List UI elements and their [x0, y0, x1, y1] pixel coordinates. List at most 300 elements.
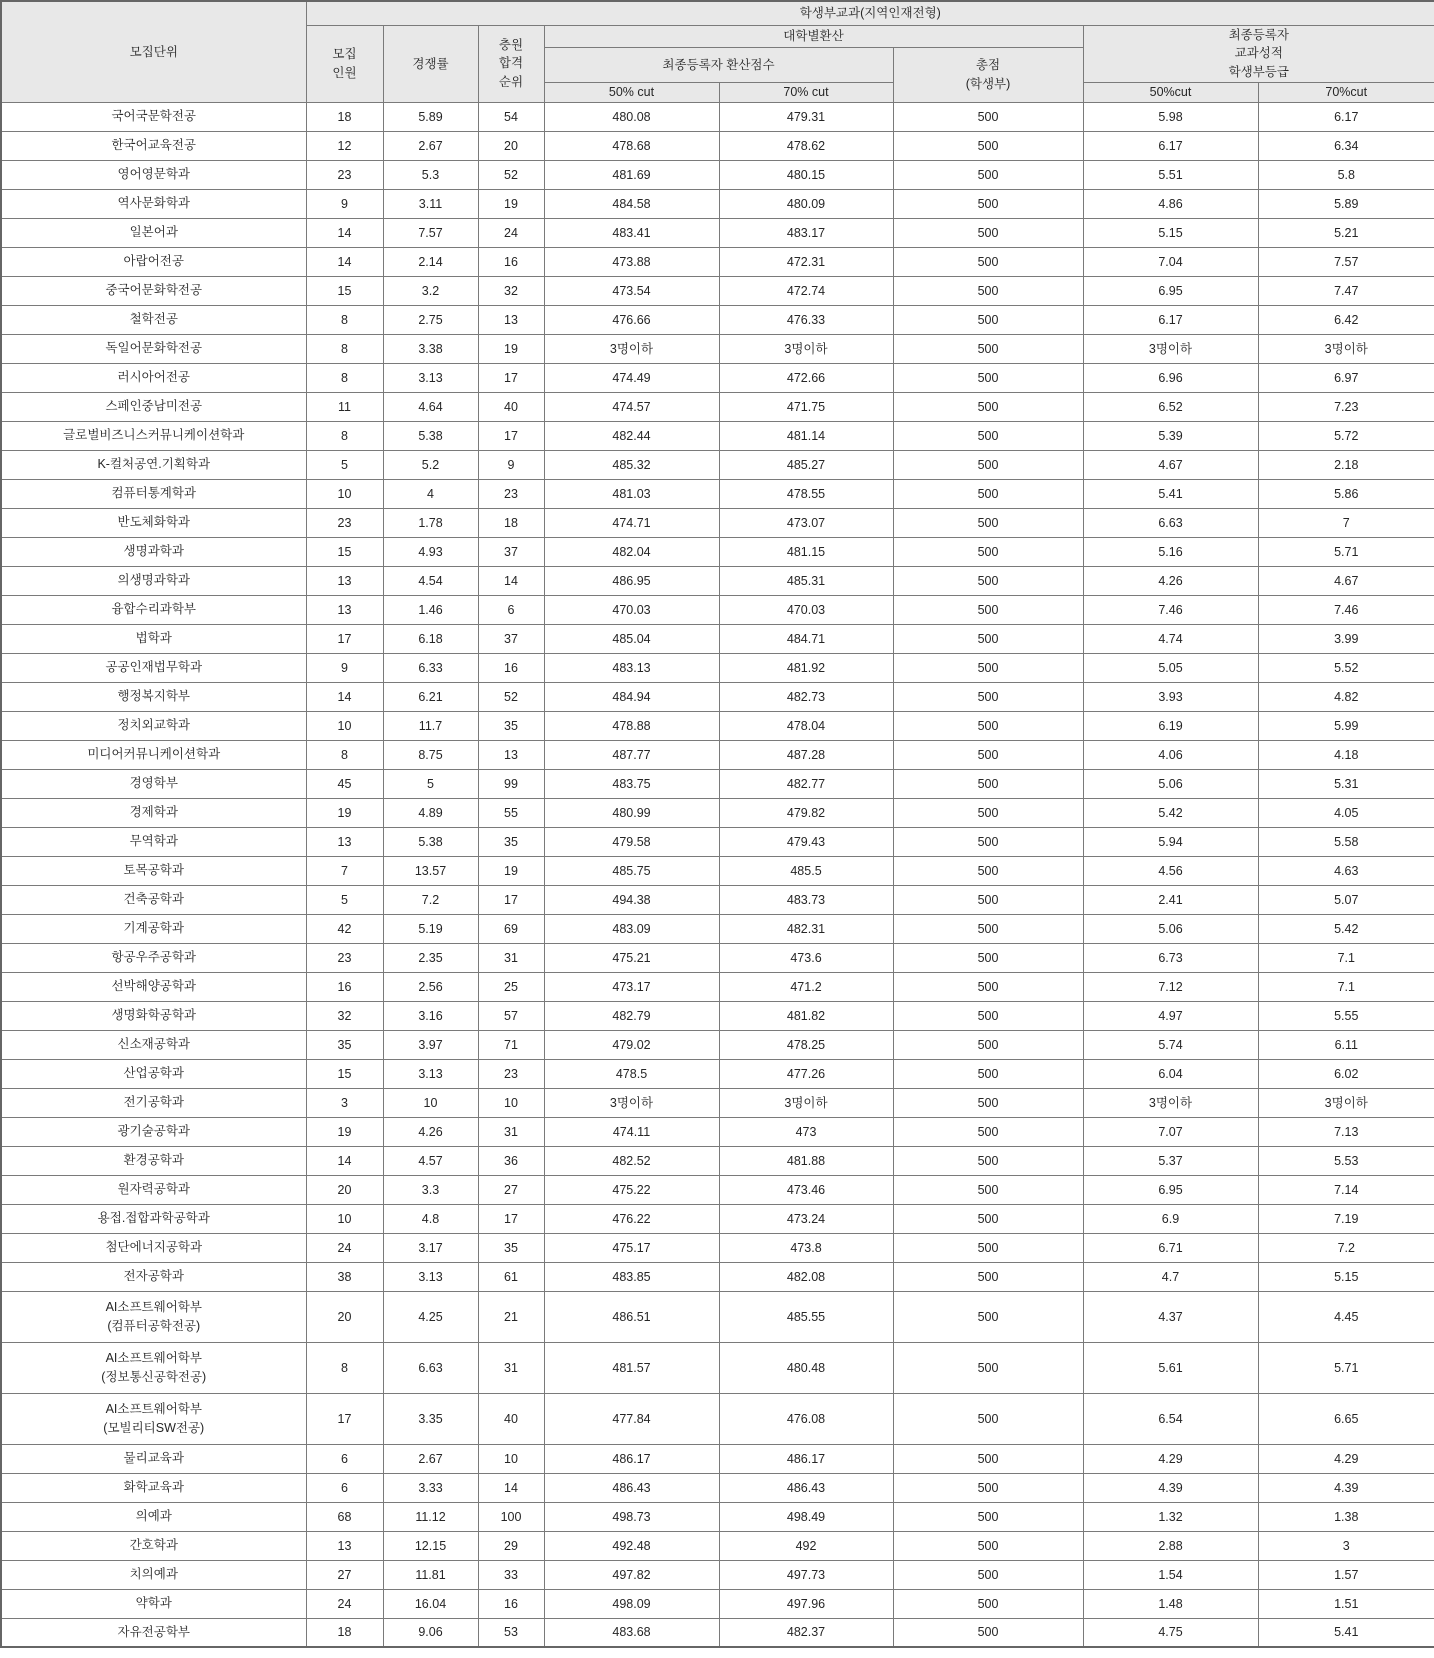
- header-score-50cut: 50% cut: [544, 82, 719, 102]
- quota-cell: 17: [306, 624, 383, 653]
- score-50cut-cell: 479.02: [544, 1030, 719, 1059]
- total-score-cell: 500: [893, 1030, 1083, 1059]
- total-score-cell: 500: [893, 247, 1083, 276]
- total-score-cell: 500: [893, 189, 1083, 218]
- score-50cut-cell: 483.09: [544, 914, 719, 943]
- quota-cell: 10: [306, 479, 383, 508]
- grade-70cut-cell: 4.29: [1258, 1444, 1434, 1473]
- score-70cut-cell: 481.14: [719, 421, 893, 450]
- score-50cut-cell: 3명이하: [544, 1088, 719, 1117]
- score-50cut-cell: 486.17: [544, 1444, 719, 1473]
- table-header: [1, 1, 1434, 102]
- score-50cut-cell: 478.68: [544, 131, 719, 160]
- total-score-cell: 500: [893, 102, 1083, 131]
- score-50cut-cell: 484.58: [544, 189, 719, 218]
- quota-cell: 24: [306, 1589, 383, 1618]
- unit-name-cell: 전자공학과: [1, 1262, 306, 1291]
- total-score-cell: 500: [893, 1233, 1083, 1262]
- waitlist-rank-cell: 13: [478, 740, 544, 769]
- score-70cut-cell: 497.96: [719, 1589, 893, 1618]
- score-70cut-cell: 472.66: [719, 363, 893, 392]
- grade-70cut-cell: 4.05: [1258, 798, 1434, 827]
- unit-name-cell: 미디어커뮤니케이션학과: [1, 740, 306, 769]
- score-70cut-cell: 482.73: [719, 682, 893, 711]
- total-score-cell: 500: [893, 218, 1083, 247]
- quota-cell: 68: [306, 1502, 383, 1531]
- grade-70cut-cell: 6.34: [1258, 131, 1434, 160]
- grade-50cut-cell: 6.54: [1083, 1393, 1258, 1444]
- unit-name-cell: 용접.접합과학공학과: [1, 1204, 306, 1233]
- grade-70cut-cell: 5.86: [1258, 479, 1434, 508]
- quota-cell: 23: [306, 508, 383, 537]
- table-row: [1, 972, 1434, 1001]
- grade-70cut-cell: 6.97: [1258, 363, 1434, 392]
- total-score-cell: 500: [893, 972, 1083, 1001]
- quota-cell: 5: [306, 885, 383, 914]
- grade-70cut-cell: 3: [1258, 1531, 1434, 1560]
- waitlist-rank-cell: 19: [478, 856, 544, 885]
- score-50cut-cell: 494.38: [544, 885, 719, 914]
- ratio-cell: 10: [383, 1088, 478, 1117]
- grade-50cut-cell: 6.17: [1083, 305, 1258, 334]
- score-70cut-cell: 482.37: [719, 1618, 893, 1647]
- ratio-cell: 4.26: [383, 1117, 478, 1146]
- waitlist-rank-cell: 36: [478, 1146, 544, 1175]
- total-score-cell: 500: [893, 305, 1083, 334]
- grade-50cut-cell: 7.12: [1083, 972, 1258, 1001]
- grade-50cut-cell: 6.95: [1083, 1175, 1258, 1204]
- grade-50cut-cell: 4.39: [1083, 1473, 1258, 1502]
- grade-70cut-cell: 4.67: [1258, 566, 1434, 595]
- table-row: [1, 1531, 1434, 1560]
- ratio-cell: 5.89: [383, 102, 478, 131]
- score-50cut-cell: 474.11: [544, 1117, 719, 1146]
- waitlist-rank-cell: 18: [478, 508, 544, 537]
- grade-70cut-cell: 7.23: [1258, 392, 1434, 421]
- ratio-cell: 3.97: [383, 1030, 478, 1059]
- header-score-70cut: 70% cut: [719, 82, 893, 102]
- quota-cell: 23: [306, 160, 383, 189]
- waitlist-rank-cell: 19: [478, 189, 544, 218]
- quota-cell: 15: [306, 1059, 383, 1088]
- grade-50cut-cell: 4.7: [1083, 1262, 1258, 1291]
- table-row: [1, 1502, 1434, 1531]
- table-row: [1, 856, 1434, 885]
- score-70cut-cell: 481.92: [719, 653, 893, 682]
- quota-cell: 13: [306, 566, 383, 595]
- grade-50cut-cell: 5.42: [1083, 798, 1258, 827]
- total-score-cell: 500: [893, 276, 1083, 305]
- grade-70cut-cell: 5.15: [1258, 1262, 1434, 1291]
- table-row: [1, 276, 1434, 305]
- total-score-cell: 500: [893, 479, 1083, 508]
- table-row: [1, 1473, 1434, 1502]
- grade-70cut-cell: 5.99: [1258, 711, 1434, 740]
- unit-name-cell: 독일어문화학전공: [1, 334, 306, 363]
- total-score-cell: 500: [893, 131, 1083, 160]
- score-70cut-cell: 482.08: [719, 1262, 893, 1291]
- ratio-cell: 6.63: [383, 1342, 478, 1393]
- table-row: [1, 508, 1434, 537]
- total-score-cell: 500: [893, 943, 1083, 972]
- score-70cut-cell: 480.48: [719, 1342, 893, 1393]
- score-50cut-cell: 483.68: [544, 1618, 719, 1647]
- score-70cut-cell: 480.09: [719, 189, 893, 218]
- grade-50cut-cell: 6.96: [1083, 363, 1258, 392]
- score-50cut-cell: 485.32: [544, 450, 719, 479]
- score-50cut-cell: 478.88: [544, 711, 719, 740]
- table-row: [1, 1589, 1434, 1618]
- quota-cell: 5: [306, 450, 383, 479]
- ratio-cell: 1.78: [383, 508, 478, 537]
- grade-50cut-cell: 2.88: [1083, 1531, 1258, 1560]
- score-50cut-cell: 498.09: [544, 1589, 719, 1618]
- quota-cell: 8: [306, 305, 383, 334]
- score-70cut-cell: 486.43: [719, 1473, 893, 1502]
- unit-name-cell: 생명과학과: [1, 537, 306, 566]
- grade-50cut-cell: 1.32: [1083, 1502, 1258, 1531]
- score-70cut-cell: 478.62: [719, 131, 893, 160]
- grade-70cut-cell: 3.99: [1258, 624, 1434, 653]
- ratio-cell: 4.64: [383, 392, 478, 421]
- table-row: [1, 160, 1434, 189]
- grade-70cut-cell: 7.19: [1258, 1204, 1434, 1233]
- table-row: [1, 769, 1434, 798]
- score-70cut-cell: 485.27: [719, 450, 893, 479]
- unit-name-cell: 환경공학과: [1, 1146, 306, 1175]
- quota-cell: 14: [306, 1146, 383, 1175]
- total-score-cell: 500: [893, 827, 1083, 856]
- ratio-cell: 7.2: [383, 885, 478, 914]
- score-50cut-cell: 473.17: [544, 972, 719, 1001]
- waitlist-rank-cell: 6: [478, 595, 544, 624]
- unit-name-cell: 치의예과: [1, 1560, 306, 1589]
- score-70cut-cell: 492: [719, 1531, 893, 1560]
- total-score-cell: 500: [893, 1088, 1083, 1117]
- ratio-cell: 4.93: [383, 537, 478, 566]
- table-row: [1, 682, 1434, 711]
- waitlist-rank-cell: 17: [478, 421, 544, 450]
- score-50cut-cell: 483.85: [544, 1262, 719, 1291]
- ratio-cell: 13.57: [383, 856, 478, 885]
- ratio-cell: 4.89: [383, 798, 478, 827]
- ratio-cell: 3.13: [383, 1262, 478, 1291]
- unit-name-cell: 영어영문학과: [1, 160, 306, 189]
- total-score-cell: 500: [893, 1502, 1083, 1531]
- score-70cut-cell: 476.33: [719, 305, 893, 334]
- score-50cut-cell: 497.82: [544, 1560, 719, 1589]
- unit-name-cell: 건축공학과: [1, 885, 306, 914]
- score-50cut-cell: 479.58: [544, 827, 719, 856]
- grade-70cut-cell: 5.72: [1258, 421, 1434, 450]
- grade-70cut-cell: 1.38: [1258, 1502, 1434, 1531]
- ratio-cell: 2.14: [383, 247, 478, 276]
- unit-name-cell: 광기술공학과: [1, 1117, 306, 1146]
- grade-70cut-cell: 4.39: [1258, 1473, 1434, 1502]
- ratio-cell: 6.18: [383, 624, 478, 653]
- score-70cut-cell: 483.73: [719, 885, 893, 914]
- unit-name-cell: 국어국문학전공: [1, 102, 306, 131]
- score-70cut-cell: 473.8: [719, 1233, 893, 1262]
- score-50cut-cell: 474.57: [544, 392, 719, 421]
- score-50cut-cell: 498.73: [544, 1502, 719, 1531]
- grade-50cut-cell: 1.48: [1083, 1589, 1258, 1618]
- table-row: [1, 1146, 1434, 1175]
- table-row: [1, 1117, 1434, 1146]
- waitlist-rank-cell: 17: [478, 363, 544, 392]
- total-score-cell: 500: [893, 508, 1083, 537]
- waitlist-rank-cell: 25: [478, 972, 544, 1001]
- waitlist-rank-cell: 69: [478, 914, 544, 943]
- grade-70cut-cell: 5.31: [1258, 769, 1434, 798]
- grade-70cut-cell: 7.1: [1258, 972, 1434, 1001]
- score-50cut-cell: 482.79: [544, 1001, 719, 1030]
- table-row: [1, 595, 1434, 624]
- score-70cut-cell: 473.6: [719, 943, 893, 972]
- total-score-cell: 500: [893, 566, 1083, 595]
- grade-50cut-cell: 7.07: [1083, 1117, 1258, 1146]
- grade-70cut-cell: 1.57: [1258, 1560, 1434, 1589]
- quota-cell: 45: [306, 769, 383, 798]
- table-row: [1, 479, 1434, 508]
- total-score-cell: 500: [893, 914, 1083, 943]
- total-score-cell: 500: [893, 1444, 1083, 1473]
- unit-name-cell: 글로벌비즈니스커뮤니케이션학과: [1, 421, 306, 450]
- total-score-cell: 500: [893, 1117, 1083, 1146]
- quota-cell: 13: [306, 1531, 383, 1560]
- waitlist-rank-cell: 37: [478, 624, 544, 653]
- grade-50cut-cell: 5.39: [1083, 421, 1258, 450]
- quota-cell: 17: [306, 1393, 383, 1444]
- grade-50cut-cell: 4.26: [1083, 566, 1258, 595]
- ratio-cell: 12.15: [383, 1531, 478, 1560]
- ratio-cell: 4.25: [383, 1291, 478, 1342]
- grade-70cut-cell: 7.1: [1258, 943, 1434, 972]
- score-70cut-cell: 485.5: [719, 856, 893, 885]
- total-score-cell: 500: [893, 624, 1083, 653]
- quota-cell: 10: [306, 1204, 383, 1233]
- unit-name-cell: 경제학과: [1, 798, 306, 827]
- score-50cut-cell: 480.99: [544, 798, 719, 827]
- grade-50cut-cell: 4.97: [1083, 1001, 1258, 1030]
- grade-50cut-cell: 5.41: [1083, 479, 1258, 508]
- header-unit: 모집단위: [1, 1, 306, 102]
- total-score-cell: 500: [893, 1589, 1083, 1618]
- score-70cut-cell: 479.82: [719, 798, 893, 827]
- grade-50cut-cell: 1.54: [1083, 1560, 1258, 1589]
- grade-70cut-cell: 5.71: [1258, 537, 1434, 566]
- grade-50cut-cell: 7.46: [1083, 595, 1258, 624]
- grade-70cut-cell: 6.11: [1258, 1030, 1434, 1059]
- grade-50cut-cell: 4.74: [1083, 624, 1258, 653]
- grade-50cut-cell: 6.9: [1083, 1204, 1258, 1233]
- ratio-cell: 11.7: [383, 711, 478, 740]
- total-score-cell: 500: [893, 1001, 1083, 1030]
- grade-50cut-cell: 7.04: [1083, 247, 1258, 276]
- quota-cell: 14: [306, 682, 383, 711]
- grade-50cut-cell: 6.19: [1083, 711, 1258, 740]
- waitlist-rank-cell: 10: [478, 1088, 544, 1117]
- table-row: [1, 1204, 1434, 1233]
- score-50cut-cell: 470.03: [544, 595, 719, 624]
- header-grade-70cut: 70%cut: [1258, 82, 1434, 102]
- total-score-cell: 500: [893, 1262, 1083, 1291]
- total-score-cell: 500: [893, 769, 1083, 798]
- ratio-cell: 3.16: [383, 1001, 478, 1030]
- ratio-cell: 5.2: [383, 450, 478, 479]
- score-70cut-cell: 481.15: [719, 537, 893, 566]
- grade-70cut-cell: 5.89: [1258, 189, 1434, 218]
- grade-50cut-cell: 6.17: [1083, 131, 1258, 160]
- unit-name-cell: 약학과: [1, 1589, 306, 1618]
- grade-50cut-cell: 4.75: [1083, 1618, 1258, 1647]
- grade-70cut-cell: 6.65: [1258, 1393, 1434, 1444]
- grade-50cut-cell: 4.56: [1083, 856, 1258, 885]
- total-score-cell: 500: [893, 1175, 1083, 1204]
- score-50cut-cell: 482.04: [544, 537, 719, 566]
- waitlist-rank-cell: 29: [478, 1531, 544, 1560]
- unit-name-cell: 첨단에너지공학과: [1, 1233, 306, 1262]
- score-70cut-cell: 479.43: [719, 827, 893, 856]
- header-grade-group: 최종등록자 교과성적 학생부등급: [1083, 25, 1434, 82]
- table-row: [1, 624, 1434, 653]
- total-score-cell: 500: [893, 711, 1083, 740]
- score-70cut-cell: 484.71: [719, 624, 893, 653]
- header-waitlist-rank: 충원 합격 순위: [478, 25, 544, 102]
- quota-cell: 14: [306, 218, 383, 247]
- unit-name-cell: 철학전공: [1, 305, 306, 334]
- ratio-cell: 5: [383, 769, 478, 798]
- table-row: [1, 1175, 1434, 1204]
- table-row: [1, 189, 1434, 218]
- score-50cut-cell: 486.95: [544, 566, 719, 595]
- waitlist-rank-cell: 40: [478, 1393, 544, 1444]
- waitlist-rank-cell: 31: [478, 943, 544, 972]
- waitlist-rank-cell: 27: [478, 1175, 544, 1204]
- total-score-cell: 500: [893, 421, 1083, 450]
- score-70cut-cell: 481.82: [719, 1001, 893, 1030]
- score-50cut-cell: 477.84: [544, 1393, 719, 1444]
- waitlist-rank-cell: 17: [478, 1204, 544, 1233]
- ratio-cell: 2.75: [383, 305, 478, 334]
- total-score-cell: 500: [893, 885, 1083, 914]
- score-70cut-cell: 478.25: [719, 1030, 893, 1059]
- quota-cell: 14: [306, 247, 383, 276]
- table-row: [1, 247, 1434, 276]
- score-70cut-cell: 476.08: [719, 1393, 893, 1444]
- ratio-cell: 9.06: [383, 1618, 478, 1647]
- waitlist-rank-cell: 52: [478, 682, 544, 711]
- quota-cell: 18: [306, 102, 383, 131]
- score-50cut-cell: 3명이하: [544, 334, 719, 363]
- grade-50cut-cell: 6.95: [1083, 276, 1258, 305]
- table-row: [1, 566, 1434, 595]
- waitlist-rank-cell: 33: [478, 1560, 544, 1589]
- grade-50cut-cell: 4.86: [1083, 189, 1258, 218]
- unit-name-cell: 생명화학공학과: [1, 1001, 306, 1030]
- grade-70cut-cell: 3명이하: [1258, 1088, 1434, 1117]
- quota-cell: 35: [306, 1030, 383, 1059]
- score-50cut-cell: 485.75: [544, 856, 719, 885]
- total-score-cell: 500: [893, 1393, 1083, 1444]
- waitlist-rank-cell: 35: [478, 1233, 544, 1262]
- unit-name-cell: K-컬처공연.기획학과: [1, 450, 306, 479]
- score-50cut-cell: 475.21: [544, 943, 719, 972]
- waitlist-rank-cell: 20: [478, 131, 544, 160]
- grade-70cut-cell: 6.17: [1258, 102, 1434, 131]
- unit-name-cell: 컴퓨터통계학과: [1, 479, 306, 508]
- table-row: [1, 1291, 1434, 1342]
- score-50cut-cell: 481.69: [544, 160, 719, 189]
- table-row: [1, 1262, 1434, 1291]
- table-row: [1, 827, 1434, 856]
- header-scheme-group: 학생부교과(지역인재전형): [306, 1, 1434, 25]
- unit-name-cell: 정치외교학과: [1, 711, 306, 740]
- score-50cut-cell: 483.41: [544, 218, 719, 247]
- total-score-cell: 500: [893, 653, 1083, 682]
- score-70cut-cell: 478.55: [719, 479, 893, 508]
- table-row: [1, 334, 1434, 363]
- waitlist-rank-cell: 16: [478, 247, 544, 276]
- unit-name-cell: 의예과: [1, 1502, 306, 1531]
- table-row: [1, 914, 1434, 943]
- grade-50cut-cell: 3명이하: [1083, 1088, 1258, 1117]
- total-score-cell: 500: [893, 334, 1083, 363]
- grade-50cut-cell: 5.61: [1083, 1342, 1258, 1393]
- unit-name-cell: 무역학과: [1, 827, 306, 856]
- table-row: [1, 798, 1434, 827]
- ratio-cell: 3.35: [383, 1393, 478, 1444]
- grade-50cut-cell: 4.06: [1083, 740, 1258, 769]
- waitlist-rank-cell: 37: [478, 537, 544, 566]
- unit-name-cell: 화학교육과: [1, 1473, 306, 1502]
- score-50cut-cell: 492.48: [544, 1531, 719, 1560]
- total-score-cell: 500: [893, 1204, 1083, 1233]
- grade-50cut-cell: 3.93: [1083, 682, 1258, 711]
- grade-50cut-cell: 5.05: [1083, 653, 1258, 682]
- unit-name-cell: 한국어교육전공: [1, 131, 306, 160]
- waitlist-rank-cell: 100: [478, 1502, 544, 1531]
- score-70cut-cell: 471.2: [719, 972, 893, 1001]
- waitlist-rank-cell: 54: [478, 102, 544, 131]
- score-50cut-cell: 475.17: [544, 1233, 719, 1262]
- grade-70cut-cell: 5.53: [1258, 1146, 1434, 1175]
- total-score-cell: 500: [893, 595, 1083, 624]
- total-score-cell: 500: [893, 798, 1083, 827]
- ratio-cell: 5.19: [383, 914, 478, 943]
- grade-50cut-cell: 5.51: [1083, 160, 1258, 189]
- quota-cell: 42: [306, 914, 383, 943]
- ratio-cell: 5.3: [383, 160, 478, 189]
- waitlist-rank-cell: 23: [478, 479, 544, 508]
- grade-50cut-cell: 3명이하: [1083, 334, 1258, 363]
- waitlist-rank-cell: 57: [478, 1001, 544, 1030]
- quota-cell: 19: [306, 1117, 383, 1146]
- unit-name-cell: AI소프트웨어학부 (모빌리티SW전공): [1, 1393, 306, 1444]
- score-70cut-cell: 487.28: [719, 740, 893, 769]
- grade-50cut-cell: 4.67: [1083, 450, 1258, 479]
- grade-70cut-cell: 7.13: [1258, 1117, 1434, 1146]
- grade-50cut-cell: 5.15: [1083, 218, 1258, 247]
- score-70cut-cell: 472.74: [719, 276, 893, 305]
- table-row: [1, 1560, 1434, 1589]
- grade-70cut-cell: 6.42: [1258, 305, 1434, 334]
- waitlist-rank-cell: 35: [478, 827, 544, 856]
- unit-name-cell: 산업공학과: [1, 1059, 306, 1088]
- score-70cut-cell: 473.07: [719, 508, 893, 537]
- table-row: [1, 653, 1434, 682]
- unit-name-cell: 물리교육과: [1, 1444, 306, 1473]
